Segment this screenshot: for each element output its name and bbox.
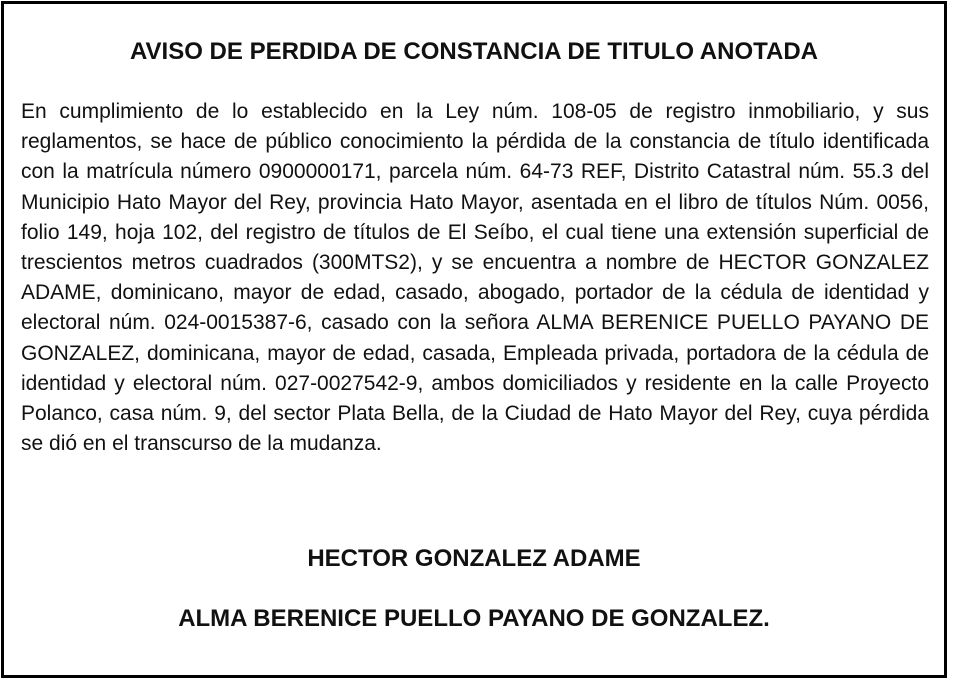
notice-body: En cumplimiento de lo establecido en la Ley núm. 108-05 de registro inmobiliario, y sus reglamentos, se hace de público conocimiento la pérdida de la constancia de título identificada con la matrícula número 0900000171, parcela núm. 64-73 REF, Distrito Catastral núm. 55.3 del Municipio Hato Mayor del Rey, provincia Hato Mayor, asentada en el libro de títulos Núm. 0056, folio 149, hoja 102, del registro de títulos de El Seíbo, el cual tiene una extensión superficial de trescientos metros cuadrados (300MTS2), y se encuentra a nombre de HECTOR GONZALEZ ADAME, dominicano, mayor de edad, casado, abogado, portador de la cédula de identidad y electoral núm. 024-0015387-6, casado con la señora ALMA BERENICE PUELLO PAYANO DE GONZALEZ, dominicana, mayor de edad, casada, Empleada privada, portadora de la cédula de identidad y electoral núm. 027-0027542-9, ambos domiciliados y residente en la calle Proyecto Polanco, casa núm. 9, del sector Plata Bella, de la Ciudad de Hato Mayor del Rey, cuya pérdida se dió en el transcurso de la mudanza. <box>21 100 929 456</box>
signature-name-2: ALMA BERENICE PUELLO PAYANO DE GONZALEZ. <box>178 605 770 632</box>
signature-name-1: HECTOR GONZALEZ ADAME <box>307 545 641 572</box>
notice-frame <box>1 1 947 678</box>
notice-title: AVISO DE PERDIDA DE CONSTANCIA DE TITULO ANOTADA <box>129 38 818 65</box>
